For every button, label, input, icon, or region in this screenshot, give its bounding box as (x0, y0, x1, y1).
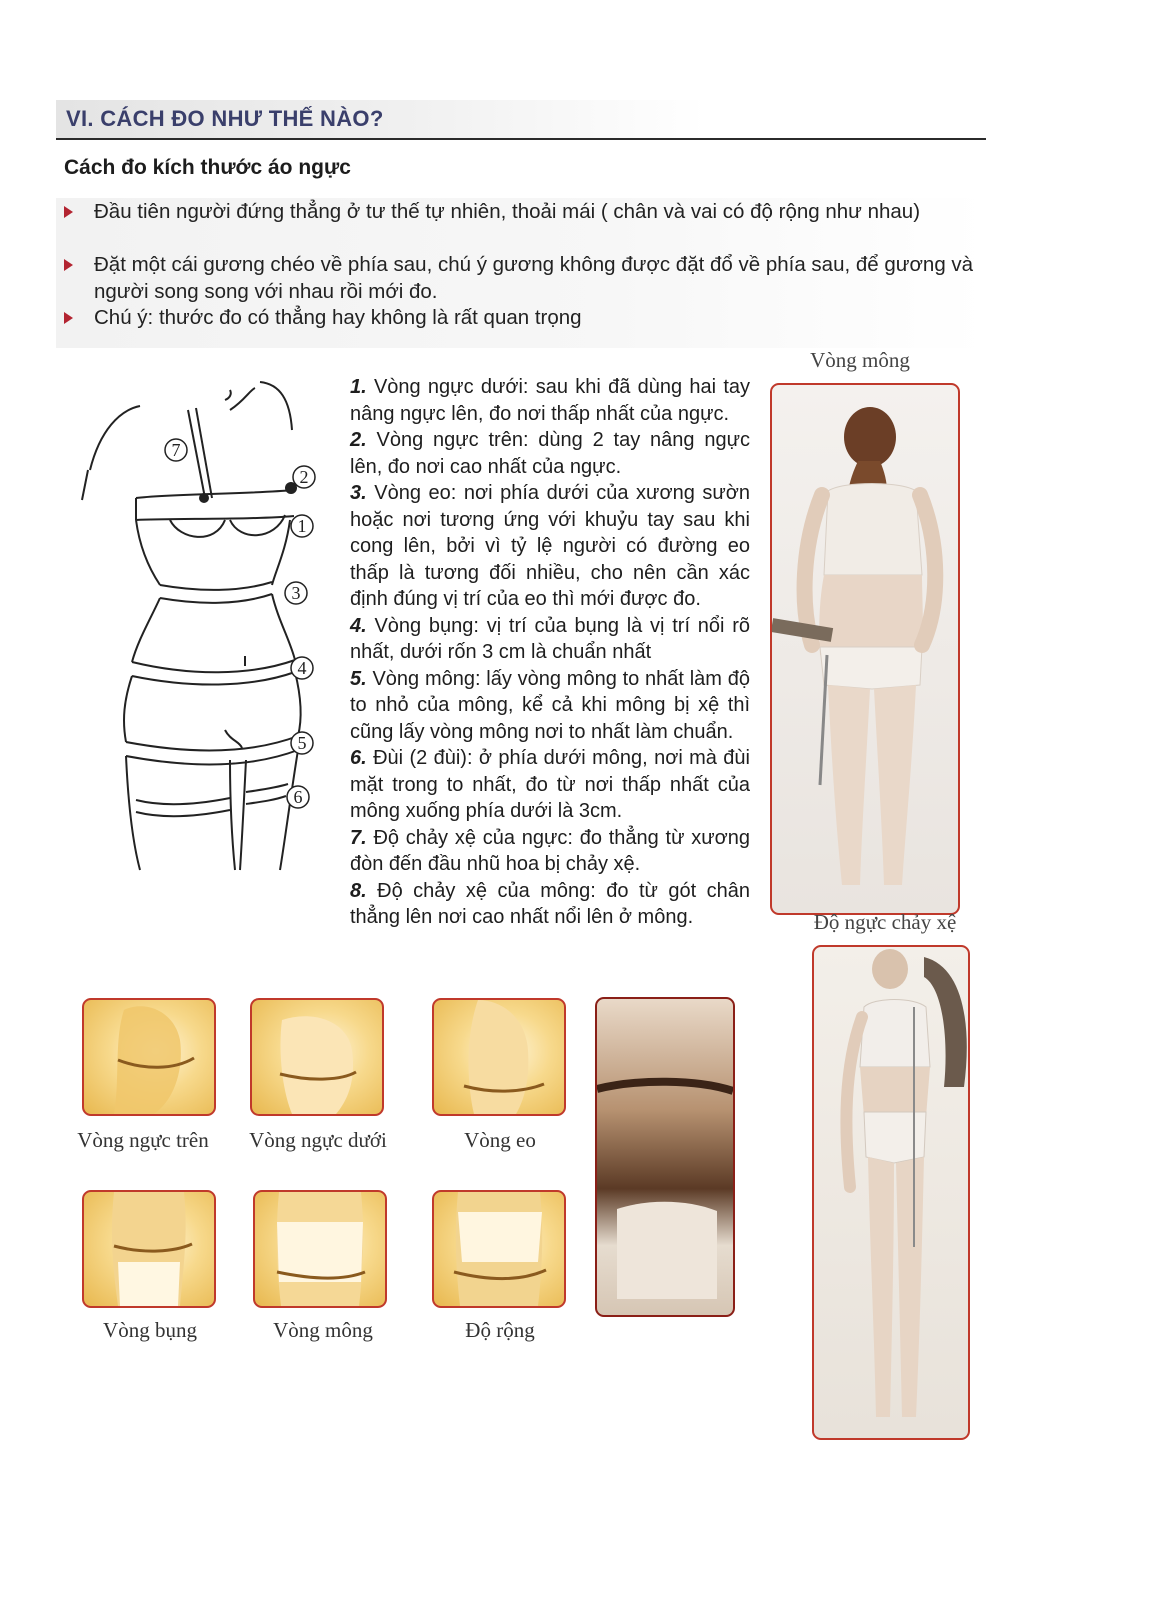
bullet-arrow-icon (64, 312, 73, 324)
bullet-arrow-icon (64, 206, 73, 218)
svg-text:7: 7 (171, 440, 181, 460)
step-item: 2. Vòng ngực trên: dùng 2 tay nâng ngực lên, đo nơi cao nhất của ngực. (350, 429, 750, 478)
thumb-vong-nguc-duoi (250, 998, 384, 1116)
svg-text:6: 6 (293, 787, 303, 807)
body-measurement-diagram (80, 370, 340, 930)
step-item: 4. Vòng bụng: vị trí của bụng là vị trí nổi rõ nhất, dưới rốn 3 cm là chuẩn nhất (350, 614, 750, 663)
thumb-vong-mong (253, 1190, 387, 1308)
step-item: 3. Vòng eo: nơi phía dưới của xương sườn hoặc nơi tương ứng với khuỷu tay sau khi cong lên, bởi vì tỷ lệ người có đường eo thấp là tương đối nhiều, cho nên cần xác định đúng vị trí của eo thì mới được đo. (350, 482, 750, 610)
svg-text:4: 4 (297, 658, 307, 678)
measure-waist-image (434, 1000, 564, 1114)
woman-front-view-image (814, 947, 970, 1440)
thumb-vong-eo (432, 998, 566, 1116)
svg-text:5: 5 (297, 733, 307, 753)
measure-under-bust-image (252, 1000, 382, 1114)
step-item: 1. Vòng ngực dưới: sau khi đã dùng hai tay nâng ngực lên, đo nơi thấp nhất của ngực. (350, 376, 750, 425)
left-shoulder-line (90, 406, 140, 470)
caption-vong-nguc-duoi: Vòng ngực dưới (249, 1128, 387, 1152)
waist-closeup-photo (595, 997, 735, 1317)
section-header (56, 100, 986, 140)
marker-5 (291, 732, 313, 754)
measure-belly-image (84, 1192, 214, 1306)
caption-vong-bung: Vòng bụng (103, 1318, 197, 1342)
measure-upper-bust-image (84, 1000, 214, 1114)
svg-text:1: 1 (297, 516, 307, 536)
step-item: 7. Độ chảy xệ của ngực: đo thẳng từ xương đòn đến đầu nhũ hoa bị chảy xệ. (350, 826, 750, 875)
marker-6 (287, 786, 309, 808)
section-title: VI. CÁCH ĐO NHƯ THẾ NÀO? (66, 106, 384, 131)
step-item: 5. Vòng mông: lấy vòng mông to nhất làm độ to nhỏ của mông, kể cả khi mông bị xệ thì cũng lấy vòng mông nơi to nhất làm chuẩn. (350, 667, 750, 743)
back-view-label: Vòng mông (810, 348, 910, 372)
marker-1 (291, 515, 313, 537)
svg-text:2: 2 (299, 467, 309, 487)
bullet-arrow-icon (64, 259, 73, 271)
caption-vong-eo: Vòng eo (464, 1128, 536, 1152)
measure-width-image (434, 1192, 564, 1306)
back-view-photo (770, 383, 960, 915)
caption-do-rong: Độ rộng (465, 1318, 535, 1342)
caption-vong-nguc-tren: Vòng ngực trên (77, 1128, 209, 1152)
front-view-photo (812, 945, 970, 1440)
instruction-list: Đầu tiên người đứng thẳng ở tư thế tự nhiên, thoải mái ( chân và vai có độ rộng như nhau) Đặt một cái gương chéo về phía sau, chú ý gương không được đặt đổ về phía sau, để gương và người song song với nhau rồi mới đo. Chú ý: thước đo có thẳng hay không là rất quan trọng (56, 198, 986, 348)
thumb-do-rong (432, 1190, 566, 1308)
measurement-steps (350, 374, 750, 931)
svg-text:3: 3 (291, 583, 301, 603)
step-item: 8. Độ chảy xệ của mông: đo từ gót chân thẳng lên nơi cao nhất nổi lên ở mông. (350, 879, 750, 928)
thumb-vong-nguc-tren (82, 998, 216, 1116)
marker-3 (285, 582, 307, 604)
diagram-dot (199, 493, 209, 503)
marker-4 (291, 657, 313, 679)
step-item: 6. Đùi (2 đùi): ở phía dưới mông, nơi mà đùi mặt trong to nhất, đo từ nơi thấp nhất của mông xuống phía dưới là 3cm. (350, 747, 750, 822)
marker-2 (293, 466, 315, 488)
caption-vong-mong: Vòng mông (273, 1318, 373, 1342)
tape-measure-closeup-image (597, 999, 733, 1315)
measure-hip-image (255, 1192, 385, 1306)
thumb-vong-bung (82, 1190, 216, 1308)
woman-back-view-image (772, 385, 960, 915)
sag-label: Độ ngực chảy xệ (813, 910, 957, 934)
page-subtitle: Cách đo kích thước áo ngực (64, 156, 351, 179)
marker-7 (165, 439, 187, 461)
